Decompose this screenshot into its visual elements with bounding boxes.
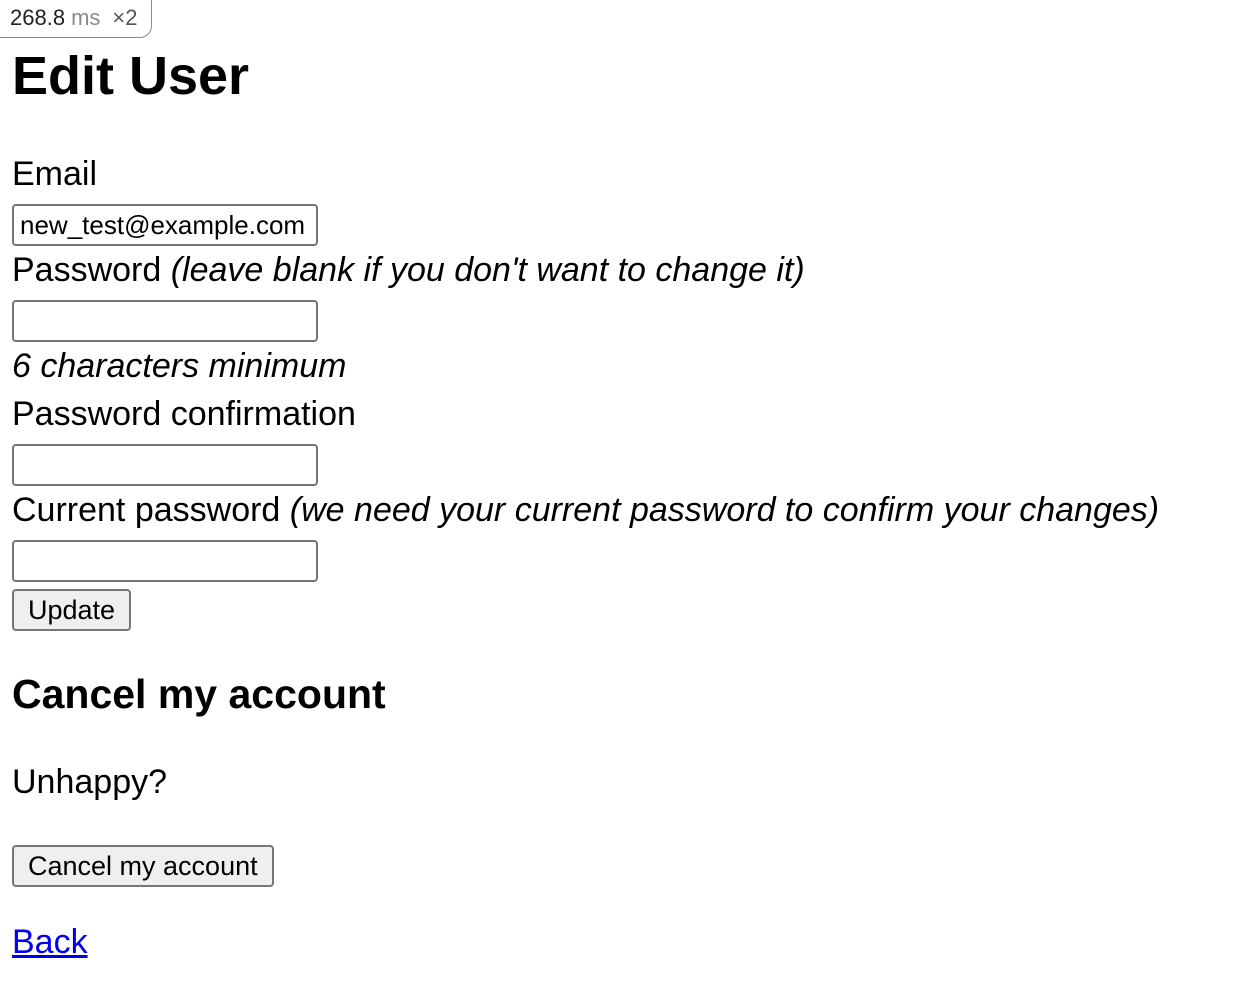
current-password-hint: (we need your current password to confirm your changes) [289,491,1160,529]
back-link[interactable]: Back [12,923,88,961]
performance-multiplier: ×2 [112,4,138,30]
password-label-row [12,250,805,290]
cancel-account-button[interactable]: Cancel my account [12,845,274,887]
password-confirmation-label: Password confirmation [12,395,356,433]
current-password-label: Current password [12,491,281,529]
unhappy-prompt: Unhappy? [12,763,168,801]
email-label: Email [12,155,98,193]
current-password-label-row [12,490,1159,530]
password-confirmation-field[interactable] [12,444,318,486]
cancel-account-heading: Cancel my account [12,671,386,717]
password-label: Password [12,251,162,289]
update-button[interactable]: Update [12,589,131,631]
password-field[interactable] [12,300,318,342]
email-field[interactable] [12,204,318,246]
password-hint: (leave blank if you don't want to change it) [170,251,805,289]
page-title: Edit User [12,46,250,106]
performance-unit: ms [71,4,101,30]
password-minimum-text: 6 characters minimum [12,347,347,385]
performance-badge [0,0,152,38]
password-minimum-note [12,346,346,386]
performance-time: 268.8 [10,4,66,30]
current-password-field[interactable] [12,540,318,582]
